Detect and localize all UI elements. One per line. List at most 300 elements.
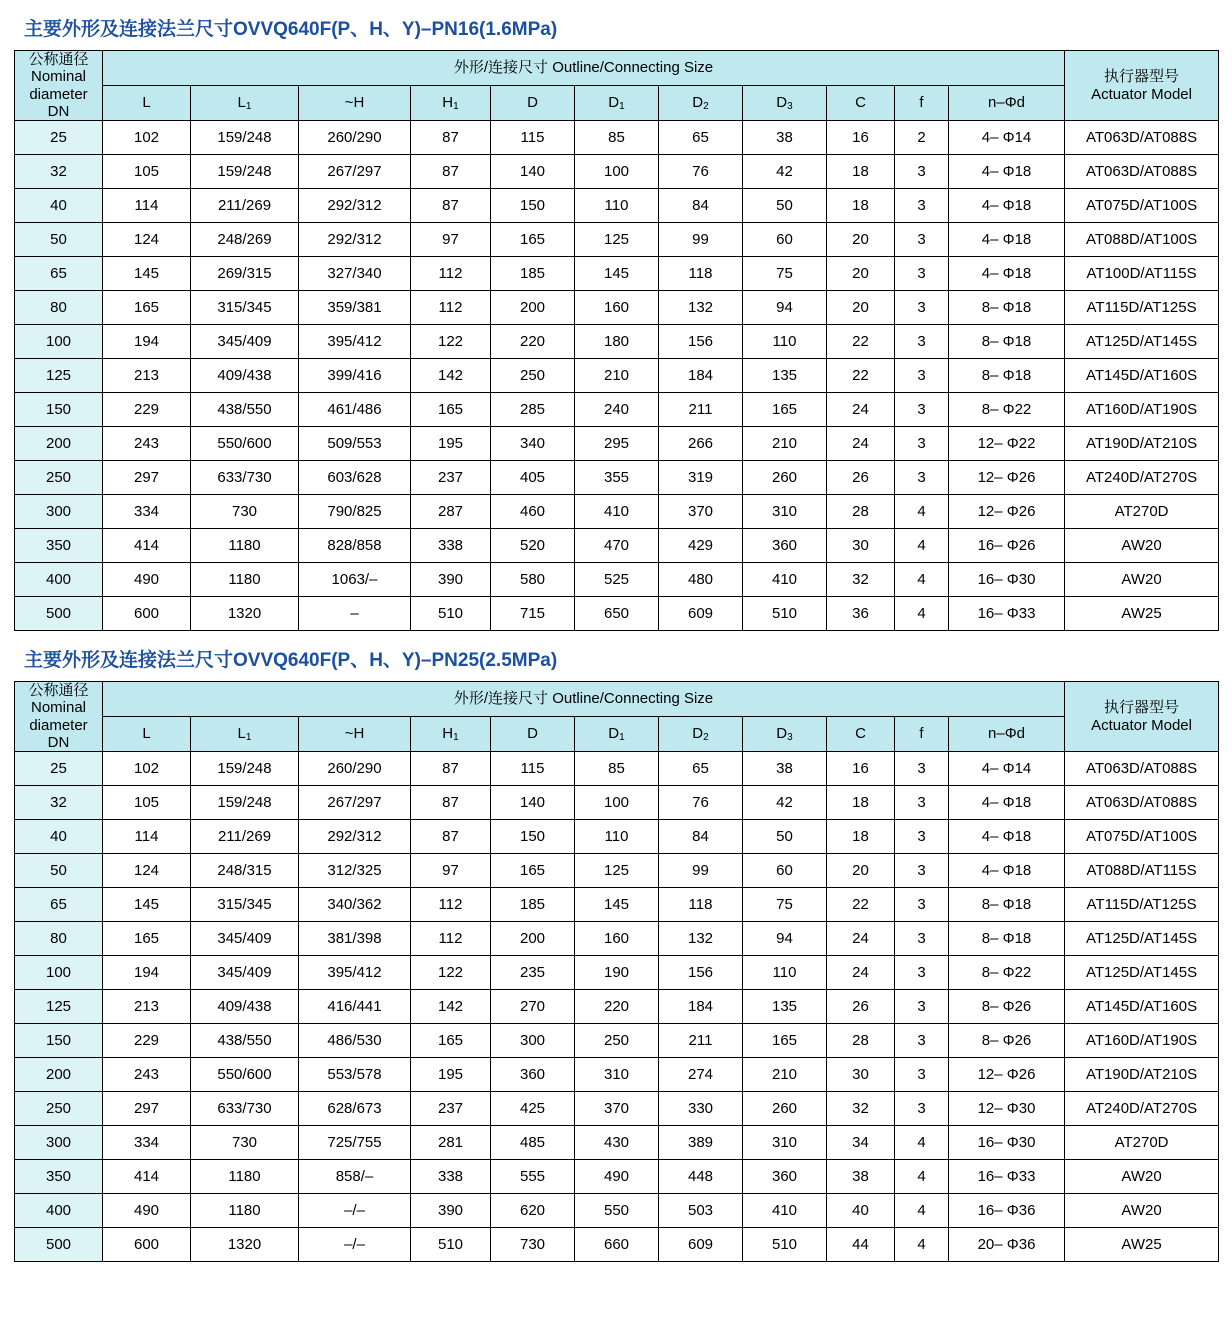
cell-f: 3 xyxy=(895,1024,949,1058)
header-dn-line3: diameter xyxy=(29,716,88,734)
cell-C: 20 xyxy=(827,291,895,325)
header-outline-connecting-size: 外形/连接尺寸 Outline/Connecting Size xyxy=(103,51,1065,86)
cell-H: 359/381 xyxy=(299,291,411,325)
cell-L1: 315/345 xyxy=(191,291,299,325)
cell-nd: 16– Φ33 xyxy=(949,1160,1065,1194)
table-row xyxy=(15,291,1219,325)
cell-D3: 50 xyxy=(743,189,827,223)
cell-L1: 315/345 xyxy=(191,888,299,922)
cell-D: 235 xyxy=(491,956,575,990)
cell-H1: 87 xyxy=(411,121,491,155)
cell-nd: 16– Φ26 xyxy=(949,529,1065,563)
cell-D2: 503 xyxy=(659,1194,743,1228)
cell-nd: 4– Φ14 xyxy=(949,752,1065,786)
cell-L: 165 xyxy=(103,291,191,325)
header-col-L: L xyxy=(103,86,191,121)
cell-H1: 281 xyxy=(411,1126,491,1160)
cell-D3: 310 xyxy=(743,495,827,529)
cell-C: 30 xyxy=(827,1058,895,1092)
cell-L1: 1180 xyxy=(191,1194,299,1228)
cell-D2: 118 xyxy=(659,888,743,922)
cell-C: 32 xyxy=(827,563,895,597)
cell-C: 26 xyxy=(827,461,895,495)
cell-L: 124 xyxy=(103,223,191,257)
cell-actuator-model: AW20 xyxy=(1065,563,1219,597)
cell-L1: 269/315 xyxy=(191,257,299,291)
header-col-H: ~H xyxy=(299,717,411,752)
header-col-nd: n–Φd xyxy=(949,86,1065,121)
cell-H: 461/486 xyxy=(299,393,411,427)
cell-L: 334 xyxy=(103,1126,191,1160)
cell-D: 620 xyxy=(491,1194,575,1228)
cell-nd: 8– Φ18 xyxy=(949,325,1065,359)
cell-C: 16 xyxy=(827,752,895,786)
cell-C: 18 xyxy=(827,820,895,854)
cell-H1: 338 xyxy=(411,529,491,563)
cell-L1: 409/438 xyxy=(191,990,299,1024)
cell-C: 44 xyxy=(827,1228,895,1262)
cell-H: 381/398 xyxy=(299,922,411,956)
cell-H: –/– xyxy=(299,1194,411,1228)
cell-dn: 25 xyxy=(15,752,103,786)
cell-H1: 87 xyxy=(411,786,491,820)
cell-C: 32 xyxy=(827,1092,895,1126)
header-actuator-line1: 执行器型号 xyxy=(1104,699,1180,717)
cell-H1: 142 xyxy=(411,359,491,393)
cell-actuator-model: AT088D/AT100S xyxy=(1065,223,1219,257)
cell-f: 3 xyxy=(895,223,949,257)
cell-f: 3 xyxy=(895,786,949,820)
cell-dn: 25 xyxy=(15,121,103,155)
cell-D3: 410 xyxy=(743,1194,827,1228)
cell-f: 3 xyxy=(895,189,949,223)
table-row xyxy=(15,1024,1219,1058)
cell-nd: 4– Φ18 xyxy=(949,786,1065,820)
cell-L: 243 xyxy=(103,427,191,461)
cell-L1: 159/248 xyxy=(191,786,299,820)
cell-D1: 525 xyxy=(575,563,659,597)
cell-D1: 470 xyxy=(575,529,659,563)
cell-D: 460 xyxy=(491,495,575,529)
cell-H1: 112 xyxy=(411,888,491,922)
cell-D: 115 xyxy=(491,752,575,786)
cell-dn: 500 xyxy=(15,1228,103,1262)
header-col-f: f xyxy=(895,86,949,121)
dimension-table-pn25 xyxy=(14,681,1219,1262)
header-col-f: f xyxy=(895,717,949,752)
cell-H: 327/340 xyxy=(299,257,411,291)
cell-H: 399/416 xyxy=(299,359,411,393)
cell-H: 790/825 xyxy=(299,495,411,529)
cell-actuator-model: AT075D/AT100S xyxy=(1065,820,1219,854)
cell-L1: 550/600 xyxy=(191,427,299,461)
cell-L1: 248/315 xyxy=(191,854,299,888)
cell-H: 312/325 xyxy=(299,854,411,888)
cell-D2: 184 xyxy=(659,990,743,1024)
cell-L: 213 xyxy=(103,990,191,1024)
cell-actuator-model: AW20 xyxy=(1065,1194,1219,1228)
cell-D1: 160 xyxy=(575,291,659,325)
header-col-H: ~H xyxy=(299,86,411,121)
cell-D2: 76 xyxy=(659,155,743,189)
cell-L: 600 xyxy=(103,597,191,631)
cell-C: 22 xyxy=(827,888,895,922)
cell-D2: 274 xyxy=(659,1058,743,1092)
cell-L1: 1180 xyxy=(191,563,299,597)
cell-f: 4 xyxy=(895,495,949,529)
cell-L1: 211/269 xyxy=(191,189,299,223)
cell-actuator-model: AT125D/AT145S xyxy=(1065,922,1219,956)
cell-D1: 240 xyxy=(575,393,659,427)
cell-f: 3 xyxy=(895,1058,949,1092)
cell-H1: 122 xyxy=(411,325,491,359)
header-col-D1: $D_1$ xyxy=(575,717,659,752)
cell-nd: 16– Φ33 xyxy=(949,597,1065,631)
cell-C: 38 xyxy=(827,1160,895,1194)
header-col-D3: $D_3$ xyxy=(743,86,827,121)
cell-C: 30 xyxy=(827,529,895,563)
cell-L: 414 xyxy=(103,1160,191,1194)
cell-nd: 4– Φ18 xyxy=(949,155,1065,189)
cell-D: 250 xyxy=(491,359,575,393)
cell-L: 114 xyxy=(103,189,191,223)
cell-H1: 390 xyxy=(411,563,491,597)
header-col-nd: n–Φd xyxy=(949,717,1065,752)
cell-dn: 32 xyxy=(15,155,103,189)
cell-H1: 237 xyxy=(411,461,491,495)
cell-f: 3 xyxy=(895,325,949,359)
cell-nd: 8– Φ18 xyxy=(949,922,1065,956)
cell-actuator-model: AT063D/AT088S xyxy=(1065,155,1219,189)
cell-dn: 200 xyxy=(15,427,103,461)
header-col-D2: $D_2$ xyxy=(659,717,743,752)
header-actuator-model xyxy=(1065,51,1219,121)
table-row xyxy=(15,427,1219,461)
table-row xyxy=(15,1228,1219,1262)
cell-actuator-model: AW20 xyxy=(1065,529,1219,563)
header-col-D2: $D_2$ xyxy=(659,86,743,121)
cell-actuator-model: AT063D/AT088S xyxy=(1065,752,1219,786)
section-title-pn16: 主要外形及连接法兰尺寸OVVQ640F(P、H、Y)–PN16(1.6MPa) xyxy=(24,19,558,40)
cell-actuator-model: AT075D/AT100S xyxy=(1065,189,1219,223)
cell-f: 4 xyxy=(895,1126,949,1160)
cell-D: 425 xyxy=(491,1092,575,1126)
cell-H: 340/362 xyxy=(299,888,411,922)
cell-D2: 99 xyxy=(659,223,743,257)
table-row xyxy=(15,990,1219,1024)
dimension-table-pn16 xyxy=(14,50,1219,631)
cell-L1: 1180 xyxy=(191,1160,299,1194)
table-body-pn25 xyxy=(15,752,1219,1262)
header-dn-line2: Nominal xyxy=(30,68,87,86)
cell-D3: 510 xyxy=(743,1228,827,1262)
cell-D: 115 xyxy=(491,121,575,155)
cell-H: 395/412 xyxy=(299,956,411,990)
cell-L1: 159/248 xyxy=(191,155,299,189)
cell-L: 165 xyxy=(103,922,191,956)
cell-nd: 8– Φ26 xyxy=(949,990,1065,1024)
cell-D: 715 xyxy=(491,597,575,631)
cell-nd: 12– Φ26 xyxy=(949,461,1065,495)
cell-D: 270 xyxy=(491,990,575,1024)
cell-D1: 250 xyxy=(575,1024,659,1058)
cell-D3: 60 xyxy=(743,854,827,888)
cell-H1: 87 xyxy=(411,820,491,854)
cell-L: 124 xyxy=(103,854,191,888)
cell-H1: 112 xyxy=(411,257,491,291)
cell-f: 3 xyxy=(895,956,949,990)
cell-H1: 97 xyxy=(411,854,491,888)
cell-D1: 110 xyxy=(575,189,659,223)
cell-D3: 42 xyxy=(743,155,827,189)
table-header-pn16 xyxy=(15,51,1219,121)
table-row xyxy=(15,752,1219,786)
cell-actuator-model: AT240D/AT270S xyxy=(1065,1092,1219,1126)
cell-D: 340 xyxy=(491,427,575,461)
cell-L: 102 xyxy=(103,752,191,786)
cell-L: 105 xyxy=(103,155,191,189)
cell-actuator-model: AT190D/AT210S xyxy=(1065,1058,1219,1092)
cell-dn: 65 xyxy=(15,888,103,922)
cell-dn: 50 xyxy=(15,223,103,257)
cell-D3: 110 xyxy=(743,325,827,359)
table-row xyxy=(15,359,1219,393)
table-row xyxy=(15,1194,1219,1228)
cell-f: 3 xyxy=(895,359,949,393)
cell-f: 3 xyxy=(895,888,949,922)
header-col-C: C xyxy=(827,717,895,752)
cell-nd: 4– Φ14 xyxy=(949,121,1065,155)
cell-D3: 75 xyxy=(743,257,827,291)
cell-H1: 165 xyxy=(411,393,491,427)
cell-D2: 184 xyxy=(659,359,743,393)
cell-H: 267/297 xyxy=(299,786,411,820)
cell-D2: 156 xyxy=(659,325,743,359)
cell-L1: 730 xyxy=(191,495,299,529)
cell-D2: 65 xyxy=(659,121,743,155)
cell-D2: 389 xyxy=(659,1126,743,1160)
cell-D: 185 xyxy=(491,888,575,922)
cell-C: 20 xyxy=(827,223,895,257)
cell-D2: 84 xyxy=(659,820,743,854)
cell-L1: 438/550 xyxy=(191,393,299,427)
cell-D1: 430 xyxy=(575,1126,659,1160)
cell-L1: 345/409 xyxy=(191,922,299,956)
cell-dn: 350 xyxy=(15,1160,103,1194)
cell-D3: 510 xyxy=(743,597,827,631)
cell-D2: 609 xyxy=(659,597,743,631)
cell-L: 213 xyxy=(103,359,191,393)
cell-actuator-model: AW20 xyxy=(1065,1160,1219,1194)
table-row xyxy=(15,888,1219,922)
cell-H1: 87 xyxy=(411,189,491,223)
cell-nd: 8– Φ22 xyxy=(949,393,1065,427)
cell-D3: 38 xyxy=(743,121,827,155)
cell-D2: 84 xyxy=(659,189,743,223)
cell-L1: 633/730 xyxy=(191,1092,299,1126)
cell-actuator-model: AW25 xyxy=(1065,1228,1219,1262)
cell-D: 285 xyxy=(491,393,575,427)
cell-D: 520 xyxy=(491,529,575,563)
cell-D3: 50 xyxy=(743,820,827,854)
cell-D1: 145 xyxy=(575,257,659,291)
cell-dn: 300 xyxy=(15,495,103,529)
table-row xyxy=(15,529,1219,563)
header-dn-line1: 公称通径 xyxy=(28,51,89,68)
cell-C: 20 xyxy=(827,257,895,291)
cell-L: 600 xyxy=(103,1228,191,1262)
cell-actuator-model: AT115D/AT125S xyxy=(1065,291,1219,325)
cell-nd: 16– Φ36 xyxy=(949,1194,1065,1228)
cell-D1: 220 xyxy=(575,990,659,1024)
cell-L: 297 xyxy=(103,1092,191,1126)
cell-D1: 490 xyxy=(575,1160,659,1194)
cell-f: 4 xyxy=(895,597,949,631)
cell-C: 26 xyxy=(827,990,895,1024)
table-header-pn25 xyxy=(15,682,1219,752)
cell-dn: 300 xyxy=(15,1126,103,1160)
cell-H1: 510 xyxy=(411,597,491,631)
cell-D: 730 xyxy=(491,1228,575,1262)
cell-D3: 110 xyxy=(743,956,827,990)
cell-D2: 118 xyxy=(659,257,743,291)
cell-D2: 156 xyxy=(659,956,743,990)
cell-D2: 211 xyxy=(659,1024,743,1058)
cell-L: 414 xyxy=(103,529,191,563)
cell-L: 490 xyxy=(103,1194,191,1228)
cell-D2: 266 xyxy=(659,427,743,461)
cell-L: 229 xyxy=(103,1024,191,1058)
cell-dn: 500 xyxy=(15,597,103,631)
cell-dn: 250 xyxy=(15,1092,103,1126)
cell-H: –/– xyxy=(299,1228,411,1262)
header-actuator-line2: Actuator Model xyxy=(1091,85,1192,103)
cell-actuator-model: AT270D xyxy=(1065,1126,1219,1160)
cell-H: 292/312 xyxy=(299,820,411,854)
cell-nd: 8– Φ18 xyxy=(949,359,1065,393)
header-col-L: L xyxy=(103,717,191,752)
header-col-C: C xyxy=(827,86,895,121)
cell-D1: 85 xyxy=(575,752,659,786)
cell-dn: 125 xyxy=(15,359,103,393)
cell-D2: 132 xyxy=(659,291,743,325)
cell-D1: 295 xyxy=(575,427,659,461)
cell-H1: 97 xyxy=(411,223,491,257)
cell-D2: 609 xyxy=(659,1228,743,1262)
header-dn-line1: 公称通径 xyxy=(28,682,89,699)
cell-C: 24 xyxy=(827,427,895,461)
cell-H1: 237 xyxy=(411,1092,491,1126)
cell-dn: 32 xyxy=(15,786,103,820)
cell-dn: 40 xyxy=(15,820,103,854)
cell-D3: 165 xyxy=(743,393,827,427)
table-row xyxy=(15,461,1219,495)
header-dn-line4: DN xyxy=(47,733,70,751)
cell-H: 416/441 xyxy=(299,990,411,1024)
cell-H: 603/628 xyxy=(299,461,411,495)
cell-D3: 410 xyxy=(743,563,827,597)
table-row xyxy=(15,854,1219,888)
cell-L: 194 xyxy=(103,325,191,359)
cell-H1: 195 xyxy=(411,427,491,461)
table-row xyxy=(15,189,1219,223)
section-title-pn25: 主要外形及连接法兰尺寸OVVQ640F(P、H、Y)–PN25(2.5MPa) xyxy=(24,650,558,671)
cell-D: 300 xyxy=(491,1024,575,1058)
cell-H1: 87 xyxy=(411,752,491,786)
header-col-L1: $L_1$ xyxy=(191,86,299,121)
table-row xyxy=(15,257,1219,291)
cell-H: 1063/– xyxy=(299,563,411,597)
cell-D2: 319 xyxy=(659,461,743,495)
cell-D: 200 xyxy=(491,291,575,325)
cell-H1: 338 xyxy=(411,1160,491,1194)
cell-L: 145 xyxy=(103,257,191,291)
cell-D2: 370 xyxy=(659,495,743,529)
table-header-row-top xyxy=(15,51,1219,86)
cell-D1: 210 xyxy=(575,359,659,393)
cell-H: 628/673 xyxy=(299,1092,411,1126)
cell-f: 4 xyxy=(895,1194,949,1228)
cell-nd: 4– Φ18 xyxy=(949,223,1065,257)
header-dn-line2: Nominal xyxy=(30,699,87,717)
cell-actuator-model: AT145D/AT160S xyxy=(1065,359,1219,393)
cell-D1: 100 xyxy=(575,155,659,189)
cell-dn: 400 xyxy=(15,563,103,597)
cell-actuator-model: AT063D/AT088S xyxy=(1065,121,1219,155)
table-header-row-sub xyxy=(15,717,1219,752)
cell-H1: 165 xyxy=(411,1024,491,1058)
cell-D: 580 xyxy=(491,563,575,597)
table-body-pn16 xyxy=(15,121,1219,631)
header-col-D: D xyxy=(491,86,575,121)
cell-D3: 94 xyxy=(743,291,827,325)
cell-L1: 1180 xyxy=(191,529,299,563)
cell-dn: 200 xyxy=(15,1058,103,1092)
cell-nd: 20– Φ36 xyxy=(949,1228,1065,1262)
cell-C: 34 xyxy=(827,1126,895,1160)
cell-D1: 550 xyxy=(575,1194,659,1228)
cell-f: 3 xyxy=(895,854,949,888)
cell-f: 3 xyxy=(895,257,949,291)
cell-dn: 350 xyxy=(15,529,103,563)
cell-C: 18 xyxy=(827,189,895,223)
header-col-D3: $D_3$ xyxy=(743,717,827,752)
cell-L: 490 xyxy=(103,563,191,597)
cell-f: 4 xyxy=(895,529,949,563)
cell-D1: 145 xyxy=(575,888,659,922)
cell-dn: 250 xyxy=(15,461,103,495)
cell-H1: 390 xyxy=(411,1194,491,1228)
cell-D3: 260 xyxy=(743,1092,827,1126)
cell-D2: 429 xyxy=(659,529,743,563)
cell-D2: 76 xyxy=(659,786,743,820)
cell-actuator-model: AT115D/AT125S xyxy=(1065,888,1219,922)
cell-C: 24 xyxy=(827,922,895,956)
cell-D3: 360 xyxy=(743,1160,827,1194)
cell-D: 165 xyxy=(491,223,575,257)
cell-L: 145 xyxy=(103,888,191,922)
cell-dn: 400 xyxy=(15,1194,103,1228)
cell-C: 16 xyxy=(827,121,895,155)
cell-D3: 94 xyxy=(743,922,827,956)
cell-nd: 12– Φ30 xyxy=(949,1092,1065,1126)
cell-L: 297 xyxy=(103,461,191,495)
table-row xyxy=(15,1160,1219,1194)
cell-D2: 330 xyxy=(659,1092,743,1126)
cell-H: 395/412 xyxy=(299,325,411,359)
cell-D1: 110 xyxy=(575,820,659,854)
cell-f: 3 xyxy=(895,990,949,1024)
